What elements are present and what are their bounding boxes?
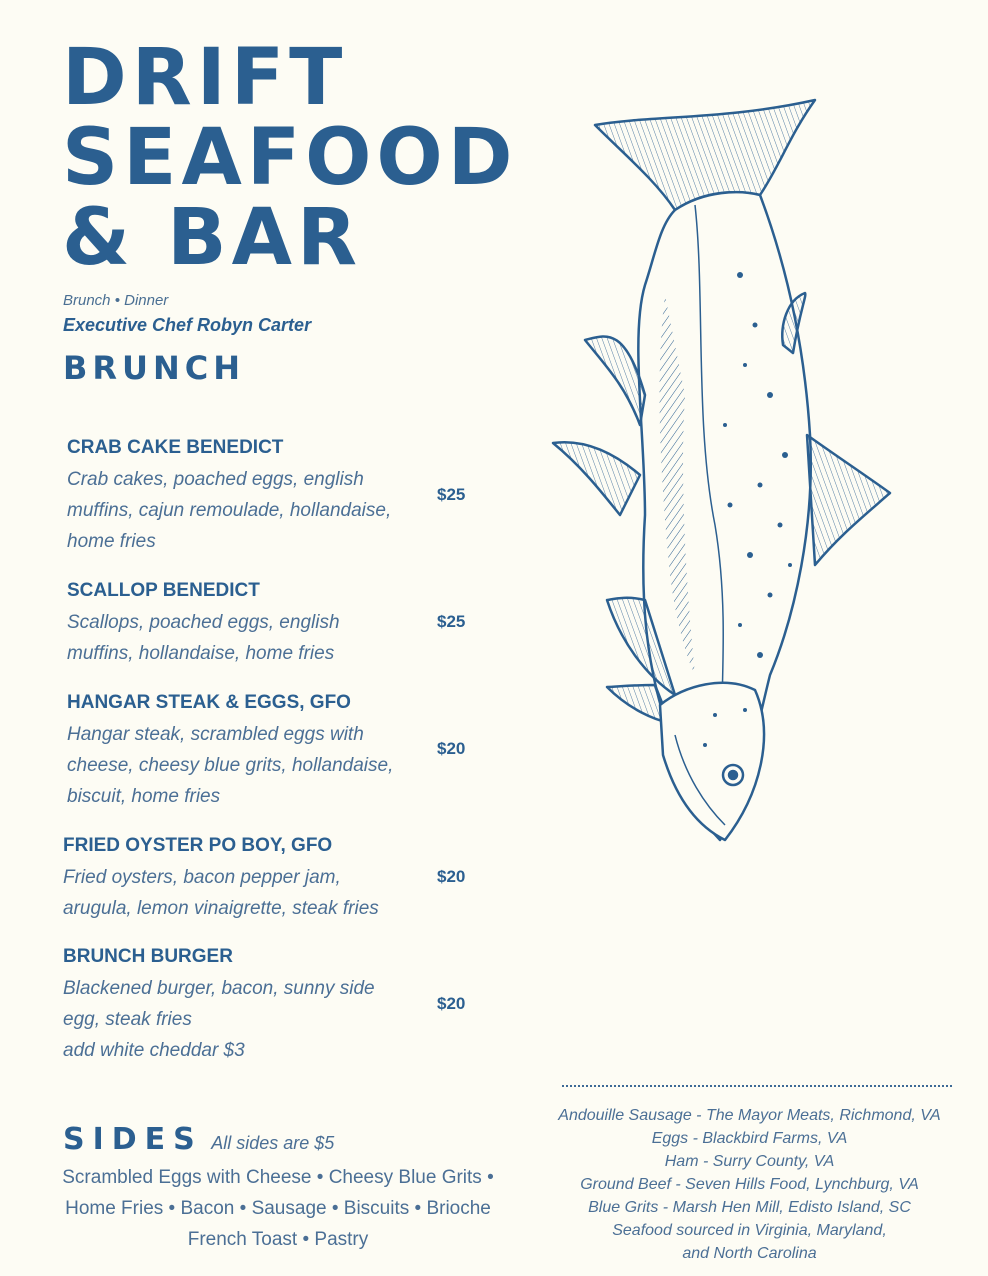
menu-item-name: CRAB CAKE BENEDICT <box>67 437 284 458</box>
menu-item <box>67 691 467 812</box>
sides-heading: SIDES <box>63 1122 203 1157</box>
menu-item-price: $20 <box>437 867 466 886</box>
sides-header <box>63 1122 334 1157</box>
brunch-heading: BRUNCH <box>63 349 246 387</box>
menu-item-name: FRIED OYSTER PO BOY, GFO <box>63 835 333 856</box>
menu-item-description: Blackened burger, bacon, sunny side egg, steak fries <box>63 978 375 1030</box>
services-subtitle: Brunch • Dinner <box>63 292 169 309</box>
source-line: Andouille Sausage - The Mayor Meats, Richmond, VA <box>558 1107 941 1124</box>
sides-price-note: All sides are $5 <box>211 1133 335 1153</box>
menu-item <box>67 579 467 669</box>
source-line: Ground Beef - Seven Hills Food, Lynchburg, VA <box>580 1176 919 1193</box>
source-line: Blue Grits - Marsh Hen Mill, Edisto Island, SC <box>588 1199 911 1216</box>
menu-item-addon: add white cheddar $3 <box>63 1040 245 1061</box>
source-line: Ham - Surry County, VA <box>664 1153 835 1170</box>
menu-item <box>63 834 466 924</box>
menu-item <box>63 945 466 1066</box>
menu-item-description: Scallops, poached eggs, english muffins, hollandaise, home fries <box>67 612 340 664</box>
dotted-divider <box>562 1085 952 1087</box>
title-line-2: SEAFOOD <box>62 113 518 203</box>
menu-item-price: $20 <box>437 994 466 1013</box>
restaurant-title <box>62 33 518 283</box>
menu-item-name: BRUNCH BURGER <box>63 946 233 967</box>
sourcing-notes <box>522 1104 977 1265</box>
menu-item-name: HANGAR STEAK & EGGS, GFO <box>67 692 351 713</box>
title-line-3: & BAR <box>62 193 363 283</box>
menu-item-name: SCALLOP BENEDICT <box>67 580 260 601</box>
menu-item-price: $20 <box>437 739 466 758</box>
menu-item-description: Hangar steak, scrambled eggs with cheese, cheesy blue grits, hollandaise, biscuit, home fries <box>67 724 394 807</box>
sides-list: Scrambled Eggs with Cheese • Cheesy Blue Grits • Home Fries • Bacon • Sausage • Biscuits • Brioche French Toast • Pastry <box>62 1167 494 1250</box>
title-line-1: DRIFT <box>62 33 348 123</box>
source-line: Seafood sourced in Virginia, Maryland, <box>612 1222 887 1239</box>
menu-item <box>67 436 467 557</box>
menu-item-description: Fried oysters, bacon pepper jam, arugula, lemon vinaigrette, steak fries <box>63 867 379 919</box>
salmon-fish-icon <box>545 95 895 845</box>
menu-item-price: $25 <box>437 612 466 631</box>
source-line: Eggs - Blackbird Farms, VA <box>651 1130 848 1147</box>
menu-item-price: $25 <box>437 485 466 504</box>
menu-item-description: Crab cakes, poached eggs, english muffins, cajun remoulade, hollandaise, home fries <box>67 469 392 552</box>
source-line: and North Carolina <box>682 1245 817 1262</box>
chef-credit: Executive Chef Robyn Carter <box>63 315 312 335</box>
